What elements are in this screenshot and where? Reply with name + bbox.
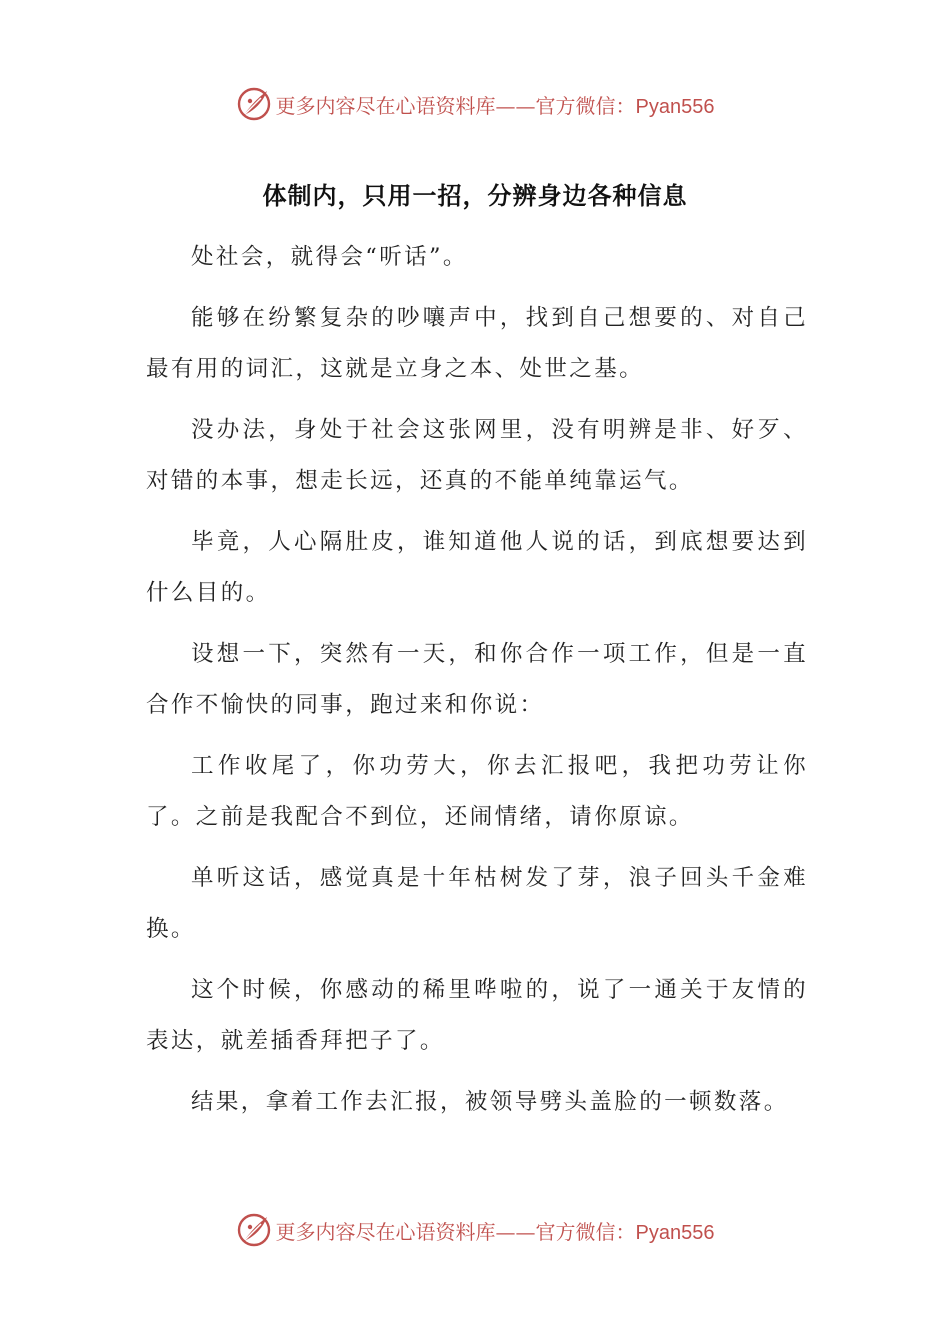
- header-wechat-label: 官方微信：: [535, 93, 636, 118]
- header-dash: ——: [495, 93, 536, 118]
- footer-brand: 更多内容尽在心语资料库: [275, 1219, 496, 1244]
- paragraph: 毕竟，人心隔肚皮，谁知道他人说的话，到底想要达到什么目的。: [146, 529, 808, 606]
- quill-pen-logo-icon: [236, 86, 272, 122]
- footer-watermark: [0, 1208, 950, 1252]
- paragraph: 处社会，就得会“听话”。: [191, 244, 468, 270]
- paragraph: 结果，拿着工作去汇报，被领导劈头盖脸的一顿数落。: [191, 1089, 789, 1115]
- paragraph: 没办法，身处于社会这张网里，没有明辨是非、好歹、对错的本事，想走长远，还真的不能单纯靠运气。: [146, 417, 808, 494]
- header-watermark: [0, 82, 950, 126]
- footer-wechat-label: 官方微信：: [535, 1219, 636, 1244]
- paragraph: 设想一下，突然有一天，和你合作一项工作，但是一直合作不愉快的同事，跑过来和你说：: [146, 641, 808, 718]
- document-title: 体制内，只用一招，分辨身边各种信息: [262, 182, 688, 210]
- paragraph: 单听这话，感觉真是十年枯树发了芽，浪子回头千金难换。: [146, 865, 808, 942]
- header-wechat-id: Pyan556: [635, 95, 715, 118]
- paragraph: 工作收尾了，你功劳大，你去汇报吧，我把功劳让你了。之前是我配合不到位，还闹情绪，请你原谅。: [146, 753, 808, 830]
- quill-pen-logo-icon: [236, 1212, 272, 1248]
- footer-wechat-id: Pyan556: [635, 1221, 715, 1244]
- document-body: [146, 232, 808, 1138]
- paragraph: 这个时候，你感动的稀里哗啦的，说了一通关于友情的表达，就差插香拜把子了。: [146, 977, 808, 1054]
- paragraph: 能够在纷繁复杂的吵嚷声中，找到自己想要的、对自己最有用的词汇，这就是立身之本、处世之基。: [146, 305, 808, 382]
- header-brand: 更多内容尽在心语资料库: [275, 93, 496, 118]
- footer-dash: ——: [495, 1219, 536, 1244]
